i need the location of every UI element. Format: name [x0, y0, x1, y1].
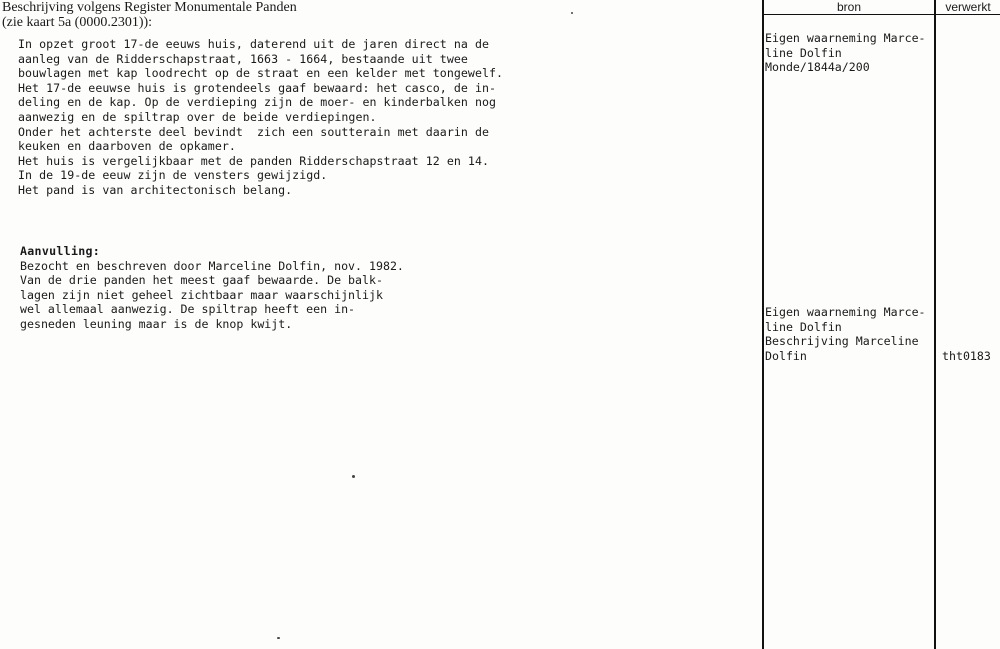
aanvulling-line: lagen zijn niet geheel zichtbaar maar waarschijnlijk [20, 287, 383, 302]
bron-entry [765, 305, 935, 363]
header-map-reference: (zie kaart 5a (0000.2301)): [2, 15, 153, 30]
bron-line: Monde/1844a/200 [765, 60, 870, 75]
description-line: bouwlagen met kap loodrecht op de straat en een kelder met tongewelf. [18, 66, 504, 81]
description-block [18, 37, 578, 198]
paper-speck [352, 475, 355, 478]
aanvulling-line: Bezocht en beschreven door Marceline Dolfin, nov. 1982. [20, 258, 404, 273]
column-header-rule [762, 14, 1000, 15]
column-header-verwerkt: verwerkt [945, 0, 991, 14]
bron-line: line Dolfin [765, 45, 842, 60]
bron-line: Dolfin [765, 348, 807, 363]
description-line: In de 19-de eeuw zijn de vensters gewijzigd. [18, 168, 328, 183]
column-header-bron: bron [836, 0, 862, 14]
description-line: In opzet groot 17-de eeuws huis, daterend uit de jaren direct na de [18, 37, 490, 51]
aanvulling-line: gesneden leuning maar is de knop kwijt. [20, 316, 293, 331]
description-line: aanwezig en de spiltrap over de beide verdiepingen. [18, 109, 377, 124]
bron-line: Eigen waarneming Marce- [765, 305, 926, 319]
description-line: Onder het achterste deel bevindt zich een soutterain met daarin de [18, 124, 490, 139]
description-line: aanleg van de Ridderschapstraat, 1663 - 1664, bestaande uit twee [18, 51, 468, 66]
bron-line: Eigen waarneming Marce- [765, 31, 926, 45]
aanvulling-block [20, 244, 580, 332]
bron-entry [765, 31, 935, 75]
bron-line: Beschrijving Marceline [765, 334, 919, 349]
description-line: Het huis is vergelijkbaar met de panden Ridderschapstraat 12 en 14. [18, 153, 490, 168]
aanvulling-line: Van de drie panden het meest gaaf bewaarde. De balk- [20, 273, 383, 288]
description-line: deling en de kap. Op de verdieping zijn de moer- en kinderbalken nog [18, 95, 497, 110]
paper-speck [571, 12, 573, 14]
header-title: Beschrijving volgens Register Monumentale Panden [2, 0, 297, 15]
verwerkt-entry: tht0183 [942, 349, 991, 363]
aanvulling-line: wel allemaal aanwezig. De spiltrap heeft een in- [20, 302, 356, 317]
paper-speck [277, 637, 280, 639]
description-line: Het pand is van architectonisch belang. [18, 182, 293, 197]
aanvulling-title: Aanvulling: [20, 244, 101, 258]
description-line: Het 17-de eeuwse huis is grotendeels gaaf bewaard: het casco, de in- [18, 80, 497, 95]
description-line: keuken en daarboven de opkamer. [18, 139, 236, 154]
bron-line: line Dolfin [765, 319, 842, 334]
column-divider-bron [762, 0, 764, 649]
